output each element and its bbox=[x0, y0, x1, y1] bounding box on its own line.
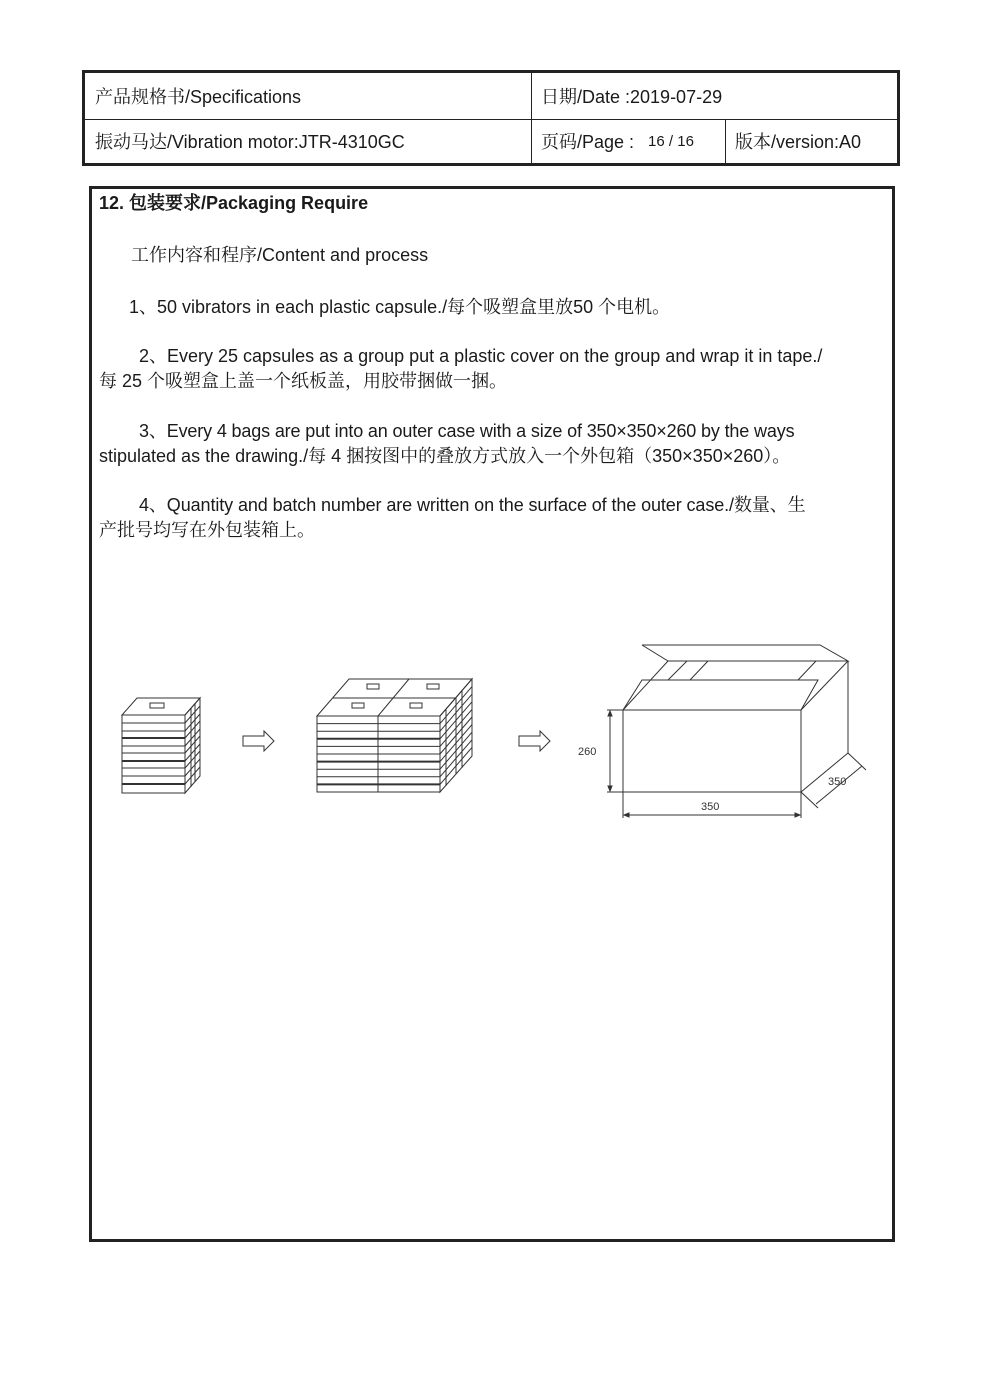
step-1: 1、50 vibrators in each plastic capsule./每个吸塑盒里放50 个电机。 bbox=[129, 297, 671, 317]
step-3-line-2: stipulated as the drawing./每 4 捆按图中的叠放方式放入一个外包箱（350×350×260）。 bbox=[99, 446, 791, 466]
arrow-right-icon bbox=[518, 730, 552, 752]
step-2-line-1: 2、Every 25 capsules as a group put a plastic cover on the group and wrap it in tape./ bbox=[139, 346, 823, 366]
spec-title: 产品规格书/Specifications bbox=[95, 87, 302, 107]
product-name: 振动马达/Vibration motor:JTR-4310GC bbox=[95, 132, 405, 152]
step-3-line-1: 3、Every 4 bags are put into an outer case with a size of 350×350×260 by the ways bbox=[139, 421, 795, 441]
dim-height-label: 260 bbox=[578, 746, 597, 758]
grouped-bundles-illustration bbox=[315, 676, 477, 798]
single-bundle-illustration bbox=[115, 690, 210, 800]
page-number: 16 / 16 bbox=[648, 132, 694, 150]
page-indicator bbox=[531, 119, 725, 163]
spec-header-table bbox=[82, 70, 900, 166]
document-date: 日期/Date :2019-07-29 bbox=[541, 87, 723, 107]
step-2-line-2: 每 25 个吸塑盒上盖一个纸板盖，用胶带捆做一捆。 bbox=[99, 371, 508, 391]
arrow-right-icon bbox=[242, 730, 276, 752]
step-4-line-1: 4、Quantity and batch number are written on the surface of the outer case./数量、生 bbox=[139, 495, 806, 515]
dim-depth-label: 350 bbox=[828, 776, 847, 788]
outer-carton-illustration bbox=[570, 640, 880, 830]
page-label: 页码/Page : bbox=[541, 132, 635, 152]
step-4-line-2: 产批号均写在外包装箱上。 bbox=[99, 520, 315, 540]
section-subtitle: 工作内容和程序/Content and process bbox=[131, 245, 429, 265]
version-label: 版本/version:A0 bbox=[735, 132, 862, 152]
section-title: 12. 包装要求/Packaging Require bbox=[99, 193, 369, 213]
dim-width-label: 350 bbox=[701, 801, 720, 813]
